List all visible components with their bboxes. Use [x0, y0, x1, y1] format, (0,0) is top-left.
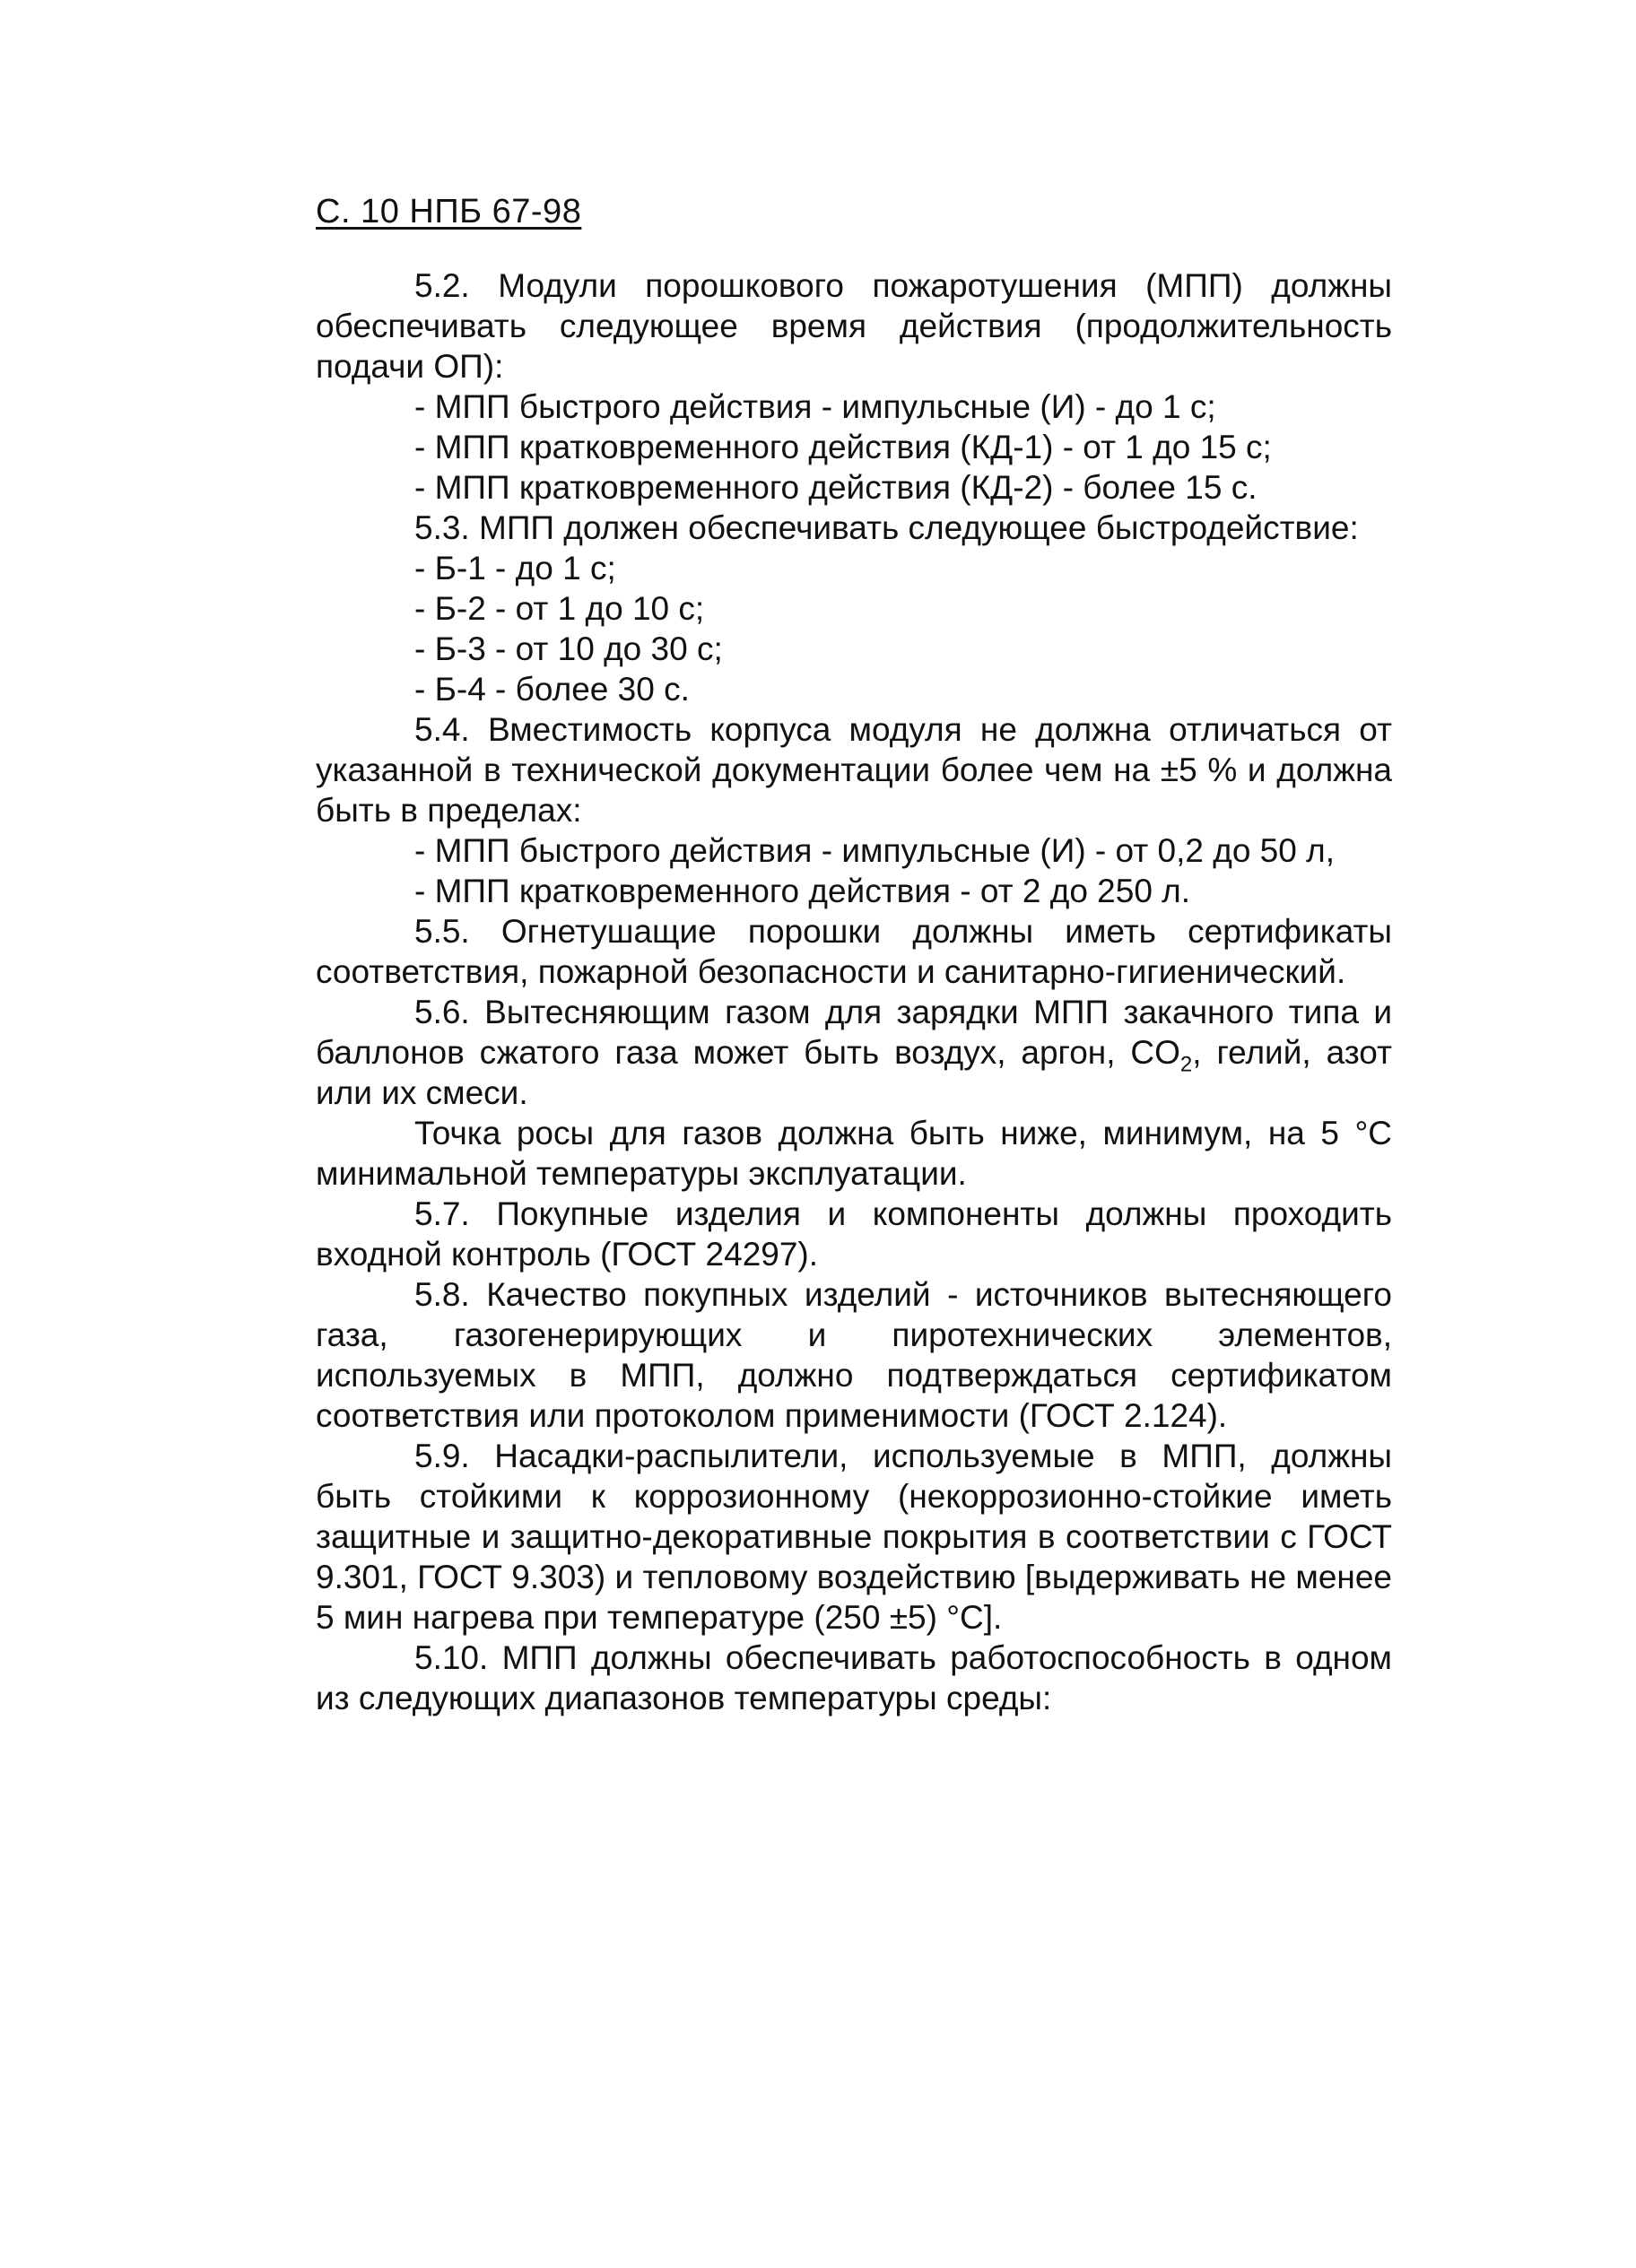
dew-point-paragraph: Точка росы для газов должна быть ниже, минимум, на 5 °С минимальной температуры эксплуатации. [316, 1115, 1392, 1192]
section-5-3: 5.3. МПП должен обеспечивать следующее быстродействие: [414, 509, 1359, 546]
section-5-9: 5.9. Насадки-распылители, используемые в МПП, должны быть стойкими к коррозионному (некоррозионно-стойкие иметь защитные и защитно-декоративные покрытия в соответствии с ГОСТ 9.301, ГОСТ 9.303) и тепловому воздействию [выдерживать не менее 5 мин нагрева при температуре (250 ±5) °С]. [316, 1438, 1392, 1636]
section-5-4: 5.4. Вместимость корпуса модуля не должна отличаться от указанной в технической документации более чем на ±5 % и должна быть в пределах: [316, 711, 1392, 829]
list-item: - Б-3 - от 10 до 30 с; [414, 630, 723, 667]
list-item: - МПП кратковременного действия (КД-2) - более 15 с. [414, 469, 1257, 506]
page-header: С. 10 НПБ 67-98 [316, 193, 582, 230]
list-item: - Б-1 - до 1 с; [414, 550, 616, 587]
list-item: - МПП кратковременного действия - от 2 до 250 л. [414, 873, 1191, 909]
document-body [316, 265, 1392, 1718]
section-5-5: 5.5. Огнетушащие порошки должны иметь сертификаты соответствия, пожарной безопасности и санитарно-гигиенический. [316, 913, 1392, 990]
section-5-6 [316, 992, 1392, 1113]
list-item: - МПП быстрого действия - импульсные (И) - от 0,2 до 50 л, [414, 832, 1335, 869]
section-5-2: 5.2. Модули порошкового пожаротушения (МПП) должны обеспечивать следующее время действия (продолжительность подачи ОП): [316, 267, 1392, 385]
list-item: - МПП кратковременного действия (КД-1) - от 1 до 15 с; [414, 429, 1272, 465]
section-5-7: 5.7. Покупные изделия и компоненты должны проходить входной контроль (ГОСТ 24297). [316, 1195, 1392, 1273]
list-item: - МПП быстрого действия - импульсные (И) - до 1 с; [414, 388, 1216, 425]
section-5-10: 5.10. МПП должны обеспечивать работоспособность в одном из следующих диапазонов температуры среды: [316, 1639, 1392, 1716]
list-item: - Б-4 - более 30 с. [414, 671, 690, 708]
co2-subscript: 2 [1179, 1052, 1193, 1077]
section-5-8: 5.8. Качество покупных изделий - источников вытесняющего газа, газогенерирующих и пиротехнических элементов, используемых в МПП, должно подтверждаться сертификатом соответствия или протоколом применимости (ГОСТ 2.124). [316, 1276, 1392, 1434]
list-item: - Б-2 - от 1 до 10 с; [414, 590, 705, 627]
section-5-6-text-after: , гелий, азот или их смеси. [316, 1034, 1392, 1111]
section-5-6-text-before: 5.6. Вытесняющим газом для зарядки МПП закачного типа и баллонов сжатого газа может быть воздух, аргон, CO [316, 994, 1392, 1071]
